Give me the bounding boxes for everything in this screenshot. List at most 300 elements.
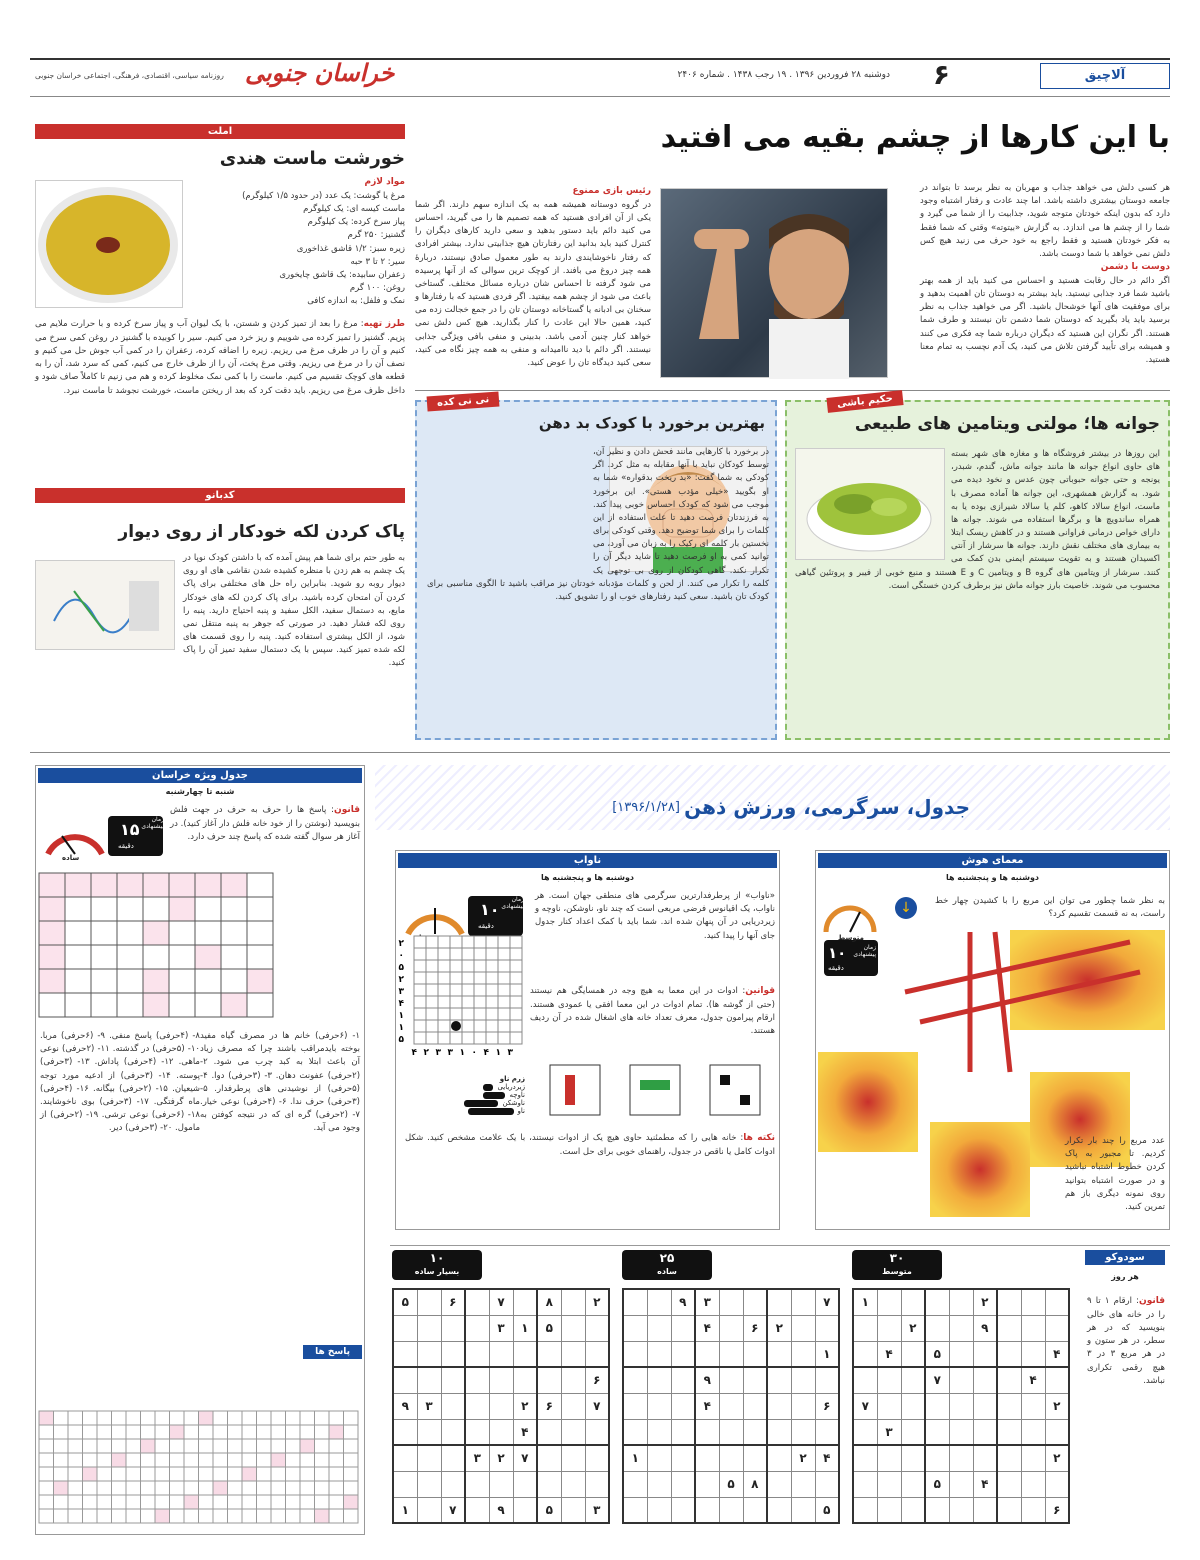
sudoku-cell[interactable] bbox=[561, 1315, 585, 1341]
sudoku-cell[interactable] bbox=[877, 1471, 901, 1497]
navab-cell[interactable] bbox=[414, 984, 426, 996]
navab-cell[interactable] bbox=[498, 972, 510, 984]
sudoku-cell[interactable] bbox=[561, 1445, 585, 1471]
sudoku-cell[interactable] bbox=[393, 1341, 417, 1367]
sudoku-cell[interactable]: ۷ bbox=[853, 1393, 877, 1419]
sudoku-cell[interactable] bbox=[719, 1341, 743, 1367]
sudoku-cell[interactable] bbox=[1045, 1315, 1069, 1341]
crossword-cell[interactable] bbox=[169, 873, 195, 897]
sudoku-cell[interactable] bbox=[671, 1341, 695, 1367]
sudoku-cell[interactable]: ۶ bbox=[815, 1393, 839, 1419]
crossword-cell[interactable] bbox=[117, 897, 143, 921]
sudoku-cell[interactable] bbox=[465, 1497, 489, 1523]
crossword-cell[interactable] bbox=[117, 873, 143, 897]
sudoku-cell[interactable] bbox=[623, 1341, 647, 1367]
sudoku-cell[interactable] bbox=[537, 1445, 561, 1471]
navab-cell[interactable] bbox=[426, 1032, 438, 1044]
sudoku-cell[interactable]: ۲ bbox=[1045, 1393, 1069, 1419]
crossword-cell[interactable] bbox=[91, 969, 117, 993]
sudoku-cell[interactable] bbox=[623, 1471, 647, 1497]
sudoku-cell[interactable]: ۴ bbox=[513, 1419, 537, 1445]
sudoku-cell[interactable]: ۶ bbox=[537, 1393, 561, 1419]
sudoku-cell[interactable] bbox=[393, 1315, 417, 1341]
sudoku-cell[interactable] bbox=[695, 1445, 719, 1471]
sudoku-cell[interactable]: ۷ bbox=[513, 1445, 537, 1471]
crossword-cell[interactable] bbox=[65, 969, 91, 993]
sudoku-cell[interactable] bbox=[767, 1341, 791, 1367]
navab-cell[interactable] bbox=[510, 1020, 522, 1032]
crossword-cell[interactable] bbox=[39, 921, 65, 945]
sudoku-cell[interactable] bbox=[489, 1419, 513, 1445]
sudoku-cell[interactable] bbox=[513, 1289, 537, 1315]
navab-cell[interactable] bbox=[498, 960, 510, 972]
sudoku-cell[interactable] bbox=[791, 1497, 815, 1523]
sudoku-cell[interactable] bbox=[671, 1445, 695, 1471]
sudoku-cell[interactable] bbox=[743, 1367, 767, 1393]
sudoku-cell[interactable] bbox=[853, 1471, 877, 1497]
sudoku-cell[interactable]: ۵ bbox=[393, 1289, 417, 1315]
navab-cell[interactable] bbox=[498, 984, 510, 996]
navab-cell[interactable] bbox=[486, 1032, 498, 1044]
navab-cell[interactable] bbox=[498, 996, 510, 1008]
sudoku-cell[interactable]: ۸ bbox=[743, 1471, 767, 1497]
sudoku-cell[interactable] bbox=[585, 1341, 609, 1367]
sudoku-cell[interactable] bbox=[997, 1289, 1021, 1315]
sudoku-cell[interactable] bbox=[1021, 1289, 1045, 1315]
navab-cell[interactable] bbox=[486, 972, 498, 984]
navab-cell[interactable] bbox=[486, 1020, 498, 1032]
crossword-cell[interactable] bbox=[91, 921, 117, 945]
crossword-cell[interactable] bbox=[39, 969, 65, 993]
sudoku-cell[interactable] bbox=[647, 1289, 671, 1315]
navab-cell[interactable] bbox=[426, 1008, 438, 1020]
sudoku-cell[interactable] bbox=[465, 1341, 489, 1367]
crossword-cell[interactable] bbox=[117, 993, 143, 1017]
crossword-cell[interactable] bbox=[143, 969, 169, 993]
sudoku-cell[interactable] bbox=[925, 1419, 949, 1445]
sudoku-cell[interactable] bbox=[441, 1471, 465, 1497]
navab-cell[interactable] bbox=[474, 996, 486, 1008]
sudoku-cell[interactable] bbox=[791, 1471, 815, 1497]
sudoku-cell[interactable] bbox=[465, 1393, 489, 1419]
sudoku-cell[interactable] bbox=[417, 1341, 441, 1367]
sudoku-cell[interactable] bbox=[441, 1315, 465, 1341]
sudoku-cell[interactable] bbox=[925, 1445, 949, 1471]
sudoku-cell[interactable] bbox=[465, 1471, 489, 1497]
sudoku-cell[interactable] bbox=[695, 1497, 719, 1523]
sudoku-cell[interactable] bbox=[537, 1341, 561, 1367]
sudoku-cell[interactable] bbox=[877, 1497, 901, 1523]
sudoku-cell[interactable] bbox=[417, 1289, 441, 1315]
navab-cell[interactable] bbox=[450, 1032, 462, 1044]
navab-cell[interactable] bbox=[462, 1008, 474, 1020]
sudoku-cell[interactable] bbox=[815, 1315, 839, 1341]
sudoku-cell[interactable] bbox=[743, 1419, 767, 1445]
sudoku-cell[interactable] bbox=[513, 1471, 537, 1497]
crossword-cell[interactable] bbox=[195, 969, 221, 993]
sudoku-cell[interactable] bbox=[719, 1419, 743, 1445]
sudoku-cell[interactable] bbox=[997, 1367, 1021, 1393]
sudoku-cell[interactable] bbox=[695, 1471, 719, 1497]
crossword-cell[interactable] bbox=[91, 873, 117, 897]
sudoku-cell[interactable] bbox=[441, 1393, 465, 1419]
sudoku-cell[interactable]: ۹ bbox=[671, 1289, 695, 1315]
sudoku-cell[interactable]: ۳ bbox=[417, 1393, 441, 1419]
crossword-cell[interactable] bbox=[117, 969, 143, 993]
crossword-cell[interactable] bbox=[91, 993, 117, 1017]
sudoku-cell[interactable] bbox=[853, 1445, 877, 1471]
navab-cell[interactable] bbox=[438, 996, 450, 1008]
navab-cell[interactable] bbox=[462, 984, 474, 996]
sudoku-cell[interactable] bbox=[647, 1315, 671, 1341]
sudoku-cell[interactable] bbox=[949, 1445, 973, 1471]
navab-cell[interactable] bbox=[498, 1032, 510, 1044]
sudoku-cell[interactable]: ۲ bbox=[1045, 1445, 1069, 1471]
navab-cell[interactable] bbox=[474, 972, 486, 984]
sudoku-cell[interactable] bbox=[417, 1497, 441, 1523]
sudoku-cell[interactable] bbox=[767, 1471, 791, 1497]
sudoku-cell[interactable]: ۹ bbox=[973, 1315, 997, 1341]
sudoku-cell[interactable] bbox=[815, 1367, 839, 1393]
crossword-cell[interactable] bbox=[91, 945, 117, 969]
sudoku-cell[interactable] bbox=[877, 1445, 901, 1471]
crossword-cell[interactable] bbox=[221, 873, 247, 897]
sudoku-cell[interactable] bbox=[925, 1393, 949, 1419]
navab-cell[interactable] bbox=[450, 984, 462, 996]
sudoku-cell[interactable] bbox=[853, 1497, 877, 1523]
navab-cell[interactable] bbox=[462, 996, 474, 1008]
sudoku-cell[interactable] bbox=[767, 1419, 791, 1445]
navab-cell[interactable] bbox=[426, 972, 438, 984]
sudoku-cell[interactable] bbox=[647, 1419, 671, 1445]
sudoku-cell[interactable] bbox=[853, 1315, 877, 1341]
sudoku-cell[interactable] bbox=[585, 1471, 609, 1497]
sudoku-cell[interactable] bbox=[441, 1367, 465, 1393]
navab-cell[interactable] bbox=[510, 960, 522, 972]
sudoku-cell[interactable] bbox=[949, 1367, 973, 1393]
crossword-cell[interactable] bbox=[65, 921, 91, 945]
sudoku-cell[interactable] bbox=[901, 1367, 925, 1393]
sudoku-cell[interactable] bbox=[877, 1367, 901, 1393]
crossword-cell[interactable] bbox=[39, 873, 65, 897]
navab-cell[interactable] bbox=[474, 960, 486, 972]
sudoku-cell[interactable] bbox=[537, 1419, 561, 1445]
crossword-cell[interactable] bbox=[169, 969, 195, 993]
sudoku-cell[interactable]: ۵ bbox=[925, 1471, 949, 1497]
navab-cell[interactable] bbox=[474, 984, 486, 996]
crossword-cell[interactable] bbox=[39, 897, 65, 921]
crossword-cell[interactable] bbox=[65, 897, 91, 921]
sudoku-cell[interactable] bbox=[901, 1289, 925, 1315]
crossword-cell[interactable] bbox=[91, 897, 117, 921]
sudoku-cell[interactable] bbox=[489, 1341, 513, 1367]
sudoku-cell[interactable] bbox=[1021, 1315, 1045, 1341]
navab-cell[interactable] bbox=[438, 1008, 450, 1020]
sudoku-cell[interactable] bbox=[925, 1497, 949, 1523]
navab-cell[interactable] bbox=[510, 1008, 522, 1020]
sudoku-cell[interactable] bbox=[513, 1497, 537, 1523]
sudoku-cell[interactable] bbox=[671, 1419, 695, 1445]
crossword-cell[interactable] bbox=[221, 993, 247, 1017]
sudoku-cell[interactable] bbox=[585, 1445, 609, 1471]
sudoku-cell[interactable] bbox=[949, 1289, 973, 1315]
sudoku-cell[interactable] bbox=[973, 1367, 997, 1393]
sudoku-cell[interactable] bbox=[719, 1445, 743, 1471]
sudoku-cell[interactable] bbox=[489, 1367, 513, 1393]
navab-cell[interactable] bbox=[438, 1032, 450, 1044]
crossword-cell[interactable] bbox=[195, 921, 221, 945]
sudoku-cell[interactable]: ۷ bbox=[815, 1289, 839, 1315]
navab-cell[interactable] bbox=[486, 936, 498, 948]
sudoku-cell[interactable] bbox=[623, 1367, 647, 1393]
crossword-cell[interactable] bbox=[169, 945, 195, 969]
sudoku-cell[interactable] bbox=[791, 1315, 815, 1341]
navab-cell[interactable] bbox=[510, 972, 522, 984]
sudoku-cell[interactable] bbox=[647, 1393, 671, 1419]
sudoku-cell[interactable] bbox=[489, 1393, 513, 1419]
sudoku-cell[interactable] bbox=[441, 1341, 465, 1367]
sudoku-cell[interactable] bbox=[791, 1419, 815, 1445]
sudoku-cell[interactable] bbox=[671, 1367, 695, 1393]
navab-cell[interactable] bbox=[474, 1020, 486, 1032]
sudoku-cell[interactable] bbox=[719, 1393, 743, 1419]
sudoku-cell[interactable]: ۵ bbox=[815, 1497, 839, 1523]
sudoku-cell[interactable]: ۲ bbox=[513, 1393, 537, 1419]
navab-cell[interactable] bbox=[510, 948, 522, 960]
crossword-cell[interactable] bbox=[195, 945, 221, 969]
crossword-cell[interactable] bbox=[169, 897, 195, 921]
sudoku-cell[interactable]: ۵ bbox=[537, 1497, 561, 1523]
sudoku-cell[interactable]: ۴ bbox=[695, 1315, 719, 1341]
sudoku-cell[interactable] bbox=[417, 1445, 441, 1471]
sudoku-cell[interactable] bbox=[973, 1393, 997, 1419]
sudoku-cell[interactable] bbox=[393, 1367, 417, 1393]
sudoku-cell[interactable] bbox=[489, 1471, 513, 1497]
navab-cell[interactable] bbox=[438, 972, 450, 984]
sudoku-cell[interactable] bbox=[671, 1393, 695, 1419]
navab-cell[interactable] bbox=[498, 948, 510, 960]
navab-cell[interactable] bbox=[474, 1008, 486, 1020]
navab-cell[interactable] bbox=[486, 960, 498, 972]
sudoku-cell[interactable]: ۹ bbox=[393, 1393, 417, 1419]
sudoku-cell[interactable]: ۷ bbox=[489, 1289, 513, 1315]
sudoku-cell[interactable] bbox=[853, 1419, 877, 1445]
sudoku-cell[interactable] bbox=[877, 1393, 901, 1419]
crossword-cell[interactable] bbox=[143, 897, 169, 921]
sudoku-cell[interactable] bbox=[695, 1341, 719, 1367]
navab-cell[interactable] bbox=[426, 936, 438, 948]
sudoku-cell[interactable] bbox=[1021, 1497, 1045, 1523]
sudoku-cell[interactable] bbox=[997, 1315, 1021, 1341]
sudoku-cell[interactable] bbox=[997, 1445, 1021, 1471]
crossword-cell[interactable] bbox=[247, 921, 273, 945]
crossword-cell[interactable] bbox=[247, 969, 273, 993]
sudoku-cell[interactable] bbox=[997, 1341, 1021, 1367]
navab-cell[interactable] bbox=[438, 1020, 450, 1032]
sudoku-cell[interactable]: ۱ bbox=[853, 1289, 877, 1315]
crossword-cell[interactable] bbox=[221, 897, 247, 921]
crossword-cell[interactable] bbox=[65, 945, 91, 969]
sudoku-cell[interactable] bbox=[949, 1315, 973, 1341]
sudoku-cell[interactable] bbox=[393, 1445, 417, 1471]
crossword-cell[interactable] bbox=[247, 873, 273, 897]
navab-cell[interactable] bbox=[510, 996, 522, 1008]
crossword-cell[interactable] bbox=[117, 945, 143, 969]
sudoku-cell[interactable]: ۱ bbox=[623, 1445, 647, 1471]
navab-cell[interactable] bbox=[462, 936, 474, 948]
sudoku-cell[interactable]: ۱ bbox=[513, 1315, 537, 1341]
sudoku-cell[interactable] bbox=[791, 1341, 815, 1367]
sudoku-cell[interactable]: ۳ bbox=[585, 1497, 609, 1523]
sudoku-cell[interactable] bbox=[465, 1315, 489, 1341]
crossword-cell[interactable] bbox=[117, 921, 143, 945]
sudoku-cell[interactable] bbox=[561, 1393, 585, 1419]
sudoku-cell[interactable] bbox=[671, 1471, 695, 1497]
sudoku-cell[interactable]: ۴ bbox=[695, 1393, 719, 1419]
crossword-cell[interactable] bbox=[143, 993, 169, 1017]
sudoku-cell[interactable] bbox=[1045, 1289, 1069, 1315]
sudoku-cell[interactable]: ۳ bbox=[877, 1419, 901, 1445]
sudoku-cell[interactable] bbox=[997, 1393, 1021, 1419]
navab-cell[interactable] bbox=[462, 1020, 474, 1032]
navab-cell[interactable] bbox=[414, 948, 426, 960]
sudoku-cell[interactable] bbox=[441, 1445, 465, 1471]
navab-cell[interactable] bbox=[426, 948, 438, 960]
crossword-cell[interactable] bbox=[195, 873, 221, 897]
navab-cell[interactable] bbox=[438, 984, 450, 996]
navab-cell[interactable] bbox=[486, 1008, 498, 1020]
sudoku-cell[interactable] bbox=[791, 1367, 815, 1393]
navab-cell[interactable] bbox=[462, 1032, 474, 1044]
sudoku-cell[interactable] bbox=[1021, 1471, 1045, 1497]
navab-cell[interactable] bbox=[414, 936, 426, 948]
sudoku-cell[interactable] bbox=[417, 1315, 441, 1341]
navab-cell[interactable] bbox=[474, 1032, 486, 1044]
sudoku-cell[interactable]: ۷ bbox=[441, 1497, 465, 1523]
sudoku-cell[interactable]: ۲ bbox=[901, 1315, 925, 1341]
sudoku-cell[interactable] bbox=[513, 1341, 537, 1367]
navab-cell[interactable] bbox=[414, 1020, 426, 1032]
sudoku-cell[interactable] bbox=[513, 1367, 537, 1393]
sudoku-cell[interactable] bbox=[877, 1289, 901, 1315]
navab-cell[interactable] bbox=[438, 936, 450, 948]
sudoku-cell[interactable] bbox=[743, 1341, 767, 1367]
sudoku-cell[interactable] bbox=[647, 1341, 671, 1367]
sudoku-cell[interactable] bbox=[465, 1367, 489, 1393]
sudoku-cell[interactable] bbox=[1045, 1419, 1069, 1445]
sudoku-cell[interactable]: ۹ bbox=[489, 1497, 513, 1523]
navab-cell[interactable] bbox=[474, 948, 486, 960]
navab-cell[interactable] bbox=[498, 1020, 510, 1032]
crossword-cell[interactable] bbox=[221, 945, 247, 969]
sudoku-cell[interactable] bbox=[719, 1367, 743, 1393]
navab-cell[interactable] bbox=[426, 1020, 438, 1032]
sudoku-cell[interactable] bbox=[901, 1445, 925, 1471]
sudoku-cell[interactable] bbox=[393, 1419, 417, 1445]
sudoku-cell[interactable] bbox=[791, 1289, 815, 1315]
sudoku-cell[interactable]: ۴ bbox=[815, 1445, 839, 1471]
sudoku-cell[interactable] bbox=[973, 1341, 997, 1367]
sudoku-cell[interactable] bbox=[1021, 1341, 1045, 1367]
sudoku-cell[interactable] bbox=[537, 1367, 561, 1393]
crossword-cell[interactable] bbox=[247, 897, 273, 921]
sudoku-cell[interactable] bbox=[1021, 1419, 1045, 1445]
navab-cell[interactable] bbox=[510, 1032, 522, 1044]
navab-cell[interactable] bbox=[426, 984, 438, 996]
sudoku-cell[interactable]: ۸ bbox=[537, 1289, 561, 1315]
navab-cell[interactable] bbox=[450, 936, 462, 948]
sudoku-cell[interactable]: ۷ bbox=[925, 1367, 949, 1393]
navab-cell[interactable] bbox=[462, 960, 474, 972]
crossword-cell[interactable] bbox=[39, 945, 65, 969]
navab-cell[interactable] bbox=[426, 996, 438, 1008]
sudoku-cell[interactable] bbox=[647, 1497, 671, 1523]
sudoku-cell[interactable] bbox=[853, 1341, 877, 1367]
sudoku-cell[interactable]: ۷ bbox=[585, 1393, 609, 1419]
sudoku-cell[interactable] bbox=[393, 1471, 417, 1497]
navab-cell[interactable] bbox=[510, 984, 522, 996]
sudoku-cell[interactable] bbox=[767, 1497, 791, 1523]
sudoku-cell[interactable] bbox=[743, 1393, 767, 1419]
sudoku-cell[interactable] bbox=[719, 1289, 743, 1315]
sudoku-cell[interactable] bbox=[901, 1471, 925, 1497]
crossword-cell[interactable] bbox=[247, 945, 273, 969]
sudoku-cell[interactable]: ۲ bbox=[767, 1315, 791, 1341]
sudoku-cell[interactable] bbox=[719, 1497, 743, 1523]
sudoku-cell[interactable] bbox=[417, 1471, 441, 1497]
navab-cell[interactable] bbox=[414, 972, 426, 984]
sudoku-cell[interactable] bbox=[901, 1341, 925, 1367]
sudoku-cell[interactable] bbox=[537, 1471, 561, 1497]
navab-cell[interactable] bbox=[510, 936, 522, 948]
sudoku-cell[interactable]: ۲ bbox=[973, 1289, 997, 1315]
sudoku-cell[interactable] bbox=[767, 1367, 791, 1393]
sudoku-cell[interactable] bbox=[997, 1419, 1021, 1445]
sudoku-cell[interactable] bbox=[853, 1367, 877, 1393]
crossword-cell[interactable] bbox=[195, 897, 221, 921]
sudoku-cell[interactable]: ۱ bbox=[815, 1341, 839, 1367]
navab-cell[interactable] bbox=[438, 960, 450, 972]
sudoku-cell[interactable] bbox=[949, 1471, 973, 1497]
sudoku-cell[interactable] bbox=[417, 1367, 441, 1393]
crossword-cell[interactable] bbox=[169, 993, 195, 1017]
navab-cell[interactable] bbox=[414, 1032, 426, 1044]
sudoku-cell[interactable] bbox=[561, 1497, 585, 1523]
crossword-cell[interactable] bbox=[247, 993, 273, 1017]
sudoku-cell[interactable] bbox=[743, 1289, 767, 1315]
sudoku-cell[interactable] bbox=[561, 1471, 585, 1497]
crossword-cell[interactable] bbox=[65, 873, 91, 897]
sudoku-cell[interactable] bbox=[1045, 1367, 1069, 1393]
sudoku-cell[interactable] bbox=[949, 1341, 973, 1367]
sudoku-cell[interactable] bbox=[1021, 1393, 1045, 1419]
sudoku-cell[interactable] bbox=[901, 1419, 925, 1445]
navab-cell[interactable] bbox=[450, 972, 462, 984]
sudoku-cell[interactable] bbox=[585, 1419, 609, 1445]
sudoku-cell[interactable]: ۳ bbox=[465, 1445, 489, 1471]
sudoku-cell[interactable] bbox=[465, 1419, 489, 1445]
sudoku-cell[interactable]: ۴ bbox=[1021, 1367, 1045, 1393]
navab-cell[interactable] bbox=[462, 948, 474, 960]
sudoku-cell[interactable] bbox=[1021, 1445, 1045, 1471]
sudoku-cell[interactable] bbox=[623, 1289, 647, 1315]
crossword-cell[interactable] bbox=[143, 945, 169, 969]
sudoku-cell[interactable] bbox=[647, 1471, 671, 1497]
sudoku-cell[interactable]: ۵ bbox=[925, 1341, 949, 1367]
navab-cell[interactable] bbox=[414, 960, 426, 972]
sudoku-cell[interactable]: ۶ bbox=[743, 1315, 767, 1341]
sudoku-cell[interactable]: ۴ bbox=[877, 1341, 901, 1367]
